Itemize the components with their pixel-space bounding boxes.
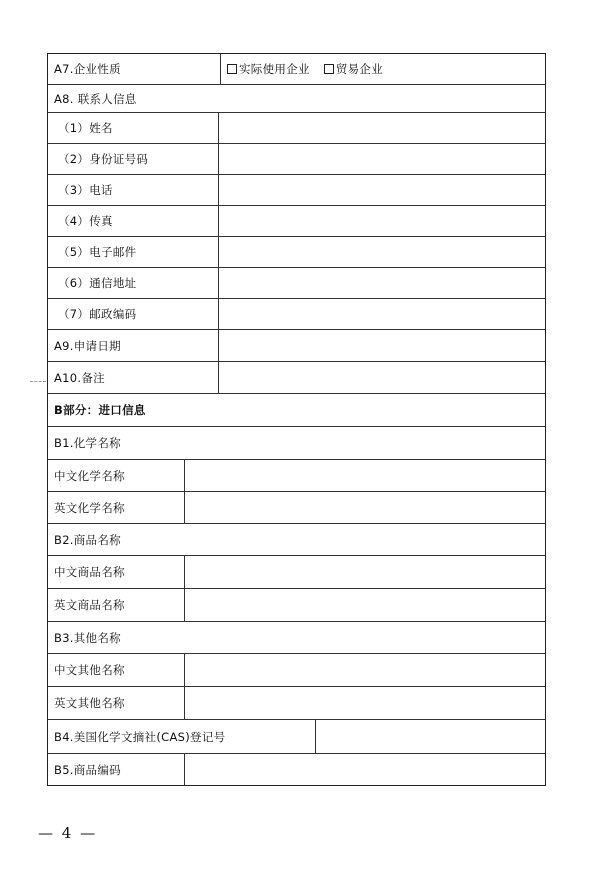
other-name-en-input[interactable]	[184, 687, 545, 719]
b3-cn-label: 中文其他名称	[54, 663, 125, 677]
b3-label: B3.其他名称	[54, 630, 121, 645]
email-label: （5）电子邮件	[58, 245, 137, 259]
row-a10	[48, 361, 545, 393]
row-email	[48, 236, 545, 267]
b4-label: B4.美国化学文摘社(CAS)登记号	[54, 729, 226, 744]
checkbox-icon[interactable]	[227, 64, 237, 74]
remarks-input[interactable]	[218, 362, 545, 393]
id-number-label: （2）身份证号码	[58, 152, 149, 166]
fax-label: （4）传真	[58, 214, 113, 228]
b2-label: B2.商品名称	[54, 532, 121, 547]
row-b4	[48, 719, 545, 753]
option-end-user[interactable]: 实际使用企业	[227, 61, 310, 77]
address-label: （6）通信地址	[58, 276, 137, 290]
phone-label: （3）电话	[58, 183, 113, 197]
row-b3	[48, 621, 545, 653]
row-postcode	[48, 298, 545, 329]
a7-options	[220, 54, 545, 84]
application-form-table	[47, 53, 546, 786]
row-b1	[48, 426, 545, 459]
b1-cn-label: 中文化学名称	[54, 468, 125, 483]
row-name	[48, 112, 545, 143]
b2-en-label: 英文商品名称	[54, 598, 125, 612]
postcode-label: （7）邮政编码	[58, 307, 137, 321]
b5-label: B5.商品编码	[54, 762, 121, 777]
chemical-name-cn-input[interactable]	[184, 460, 545, 491]
fax-input[interactable]	[218, 206, 545, 236]
a8-label: A8. 联系人信息	[54, 91, 137, 106]
row-b1-cn	[48, 459, 545, 491]
checkbox-icon[interactable]	[324, 64, 334, 74]
trade-name-cn-input[interactable]	[184, 556, 545, 588]
a10-label: A10.备注	[54, 370, 105, 385]
a7-label: A7.企业性质	[54, 62, 121, 76]
part-b-title: B部分：进口信息	[54, 403, 146, 417]
row-address	[48, 267, 545, 298]
phone-input[interactable]	[218, 175, 545, 205]
row-fax	[48, 205, 545, 236]
b3-en-label: 英文其他名称	[54, 696, 125, 710]
id-number-input[interactable]	[218, 144, 545, 174]
row-b2	[48, 523, 545, 555]
row-a9	[48, 329, 545, 361]
row-part-b	[48, 393, 545, 426]
row-b1-en	[48, 491, 545, 523]
row-b3-en	[48, 686, 545, 719]
application-date-input[interactable]	[218, 330, 545, 361]
row-phone	[48, 174, 545, 205]
b1-en-label: 英文化学名称	[54, 500, 125, 515]
row-b2-cn	[48, 555, 545, 588]
trade-name-en-input[interactable]	[184, 589, 545, 621]
row-b3-cn	[48, 653, 545, 686]
chemical-name-en-input[interactable]	[184, 492, 545, 523]
row-id-number	[48, 143, 545, 174]
row-a8	[48, 84, 545, 112]
b1-label: B1.化学名称	[54, 436, 121, 450]
cas-number-input[interactable]	[315, 720, 545, 753]
a9-label: A9.申请日期	[54, 338, 121, 353]
row-a7	[48, 54, 545, 84]
commodity-code-input[interactable]	[184, 754, 545, 785]
margin-mark	[30, 381, 46, 382]
name-label: （1）姓名	[58, 121, 113, 135]
page-number: — 4 —	[38, 824, 98, 842]
name-input[interactable]	[218, 113, 545, 143]
address-input[interactable]	[218, 268, 545, 298]
row-b2-en	[48, 588, 545, 621]
email-input[interactable]	[218, 237, 545, 267]
option-trading-company[interactable]: 贸易企业	[324, 61, 383, 77]
other-name-cn-input[interactable]	[184, 654, 545, 686]
postcode-input[interactable]	[218, 299, 545, 329]
b2-cn-label: 中文商品名称	[54, 565, 125, 579]
row-b5	[48, 753, 545, 785]
